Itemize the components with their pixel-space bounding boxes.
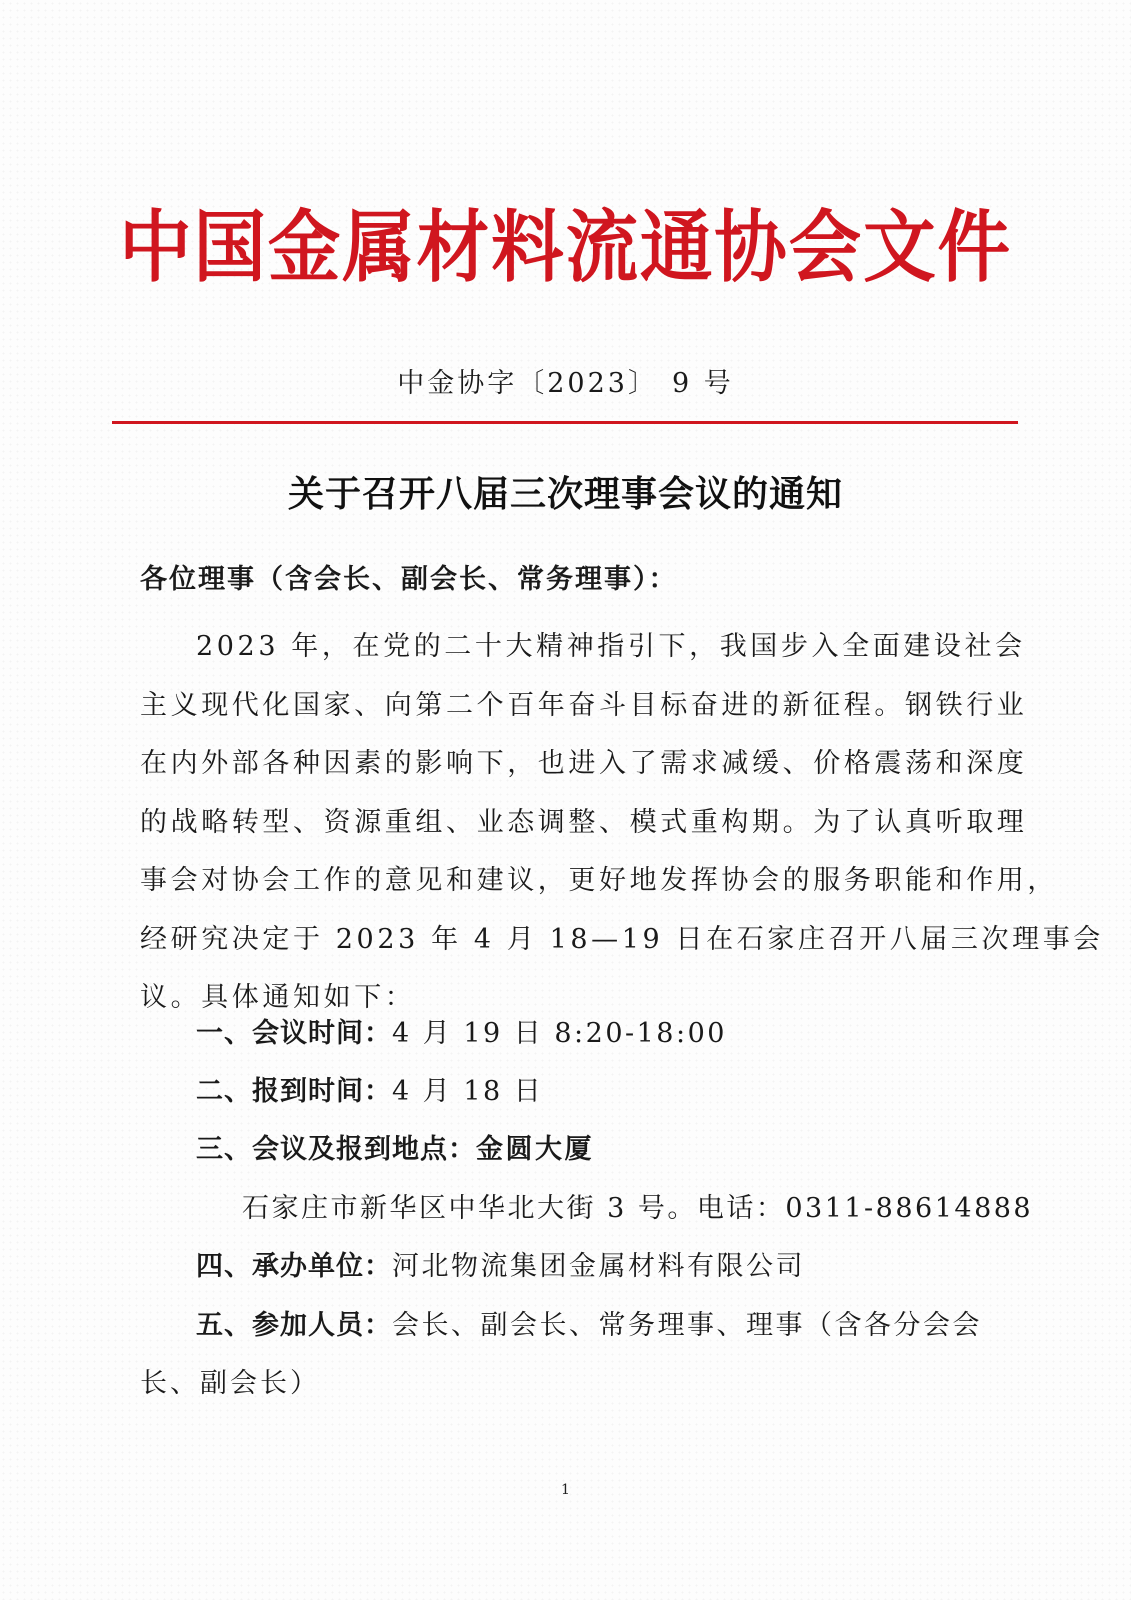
page-number: 1 [561,1482,570,1498]
item-organizer [196,1247,805,1287]
item-value: 4 月 19 日 8:20-18:00 [392,1018,727,1049]
item-label: 四、承办单位： [196,1251,392,1282]
body-line: 议。具体通知如下： [140,982,416,1013]
document-number [0,366,1131,402]
item-registration-time [196,1072,543,1112]
item-attendees [196,1306,982,1346]
item-value: 会长、副会长、常务理事、理事（含各分会会 [392,1310,982,1341]
document-number-prefix: 中金协字〔2023〕 [397,368,658,399]
item-attendees-continuation: 长、副会长） [140,1368,320,1399]
body-line: 在内外部各种因素的影响下，也进入了需求减缓、价格震荡和深度 [140,748,1028,779]
item-value: 金圆大厦 [476,1134,594,1165]
item-value: 河北物流集团金属材料有限公司 [392,1251,805,1282]
item-venue [196,1130,594,1170]
salutation: 各位理事（含会长、副会长、常务理事）： [140,564,678,595]
red-divider-rule [112,421,1018,424]
item-meeting-time [196,1014,727,1054]
item-label: 一、会议时间： [196,1018,392,1049]
body-line: 的战略转型、资源重组、业态调整、模式重构期。为了认真听取理 [140,806,1028,838]
notice-title: 关于召开八届三次理事会议的通知 [287,474,843,515]
body-line: 事会对协会工作的意见和建议，更好地发挥协会的服务职能和作用， [140,865,1058,896]
body-line: 2023 年，在党的二十大精神指引下，我国步入全面建设社会 [196,631,1026,662]
item-value: 4 月 18 日 [392,1076,544,1107]
document-number-value: 9 号 [671,368,734,399]
item-label: 二、报到时间： [196,1076,392,1107]
body-line: 主义现代化国家、向第二个百年奋斗目标奋进的新征程。钢铁行业 [140,689,1028,721]
item-label: 三、会议及报到地点： [196,1134,476,1165]
document-masthead: 中国金属材料流通协会文件 [119,203,1012,293]
venue-address: 石家庄市新华区中华北大街 3 号。电话：0311-88614888 [242,1193,1034,1224]
body-paragraph [140,618,1104,1028]
body-line: 经研究决定于 2023 年 4 月 18—19 日在石家庄召开八届三次理事会 [140,923,1104,955]
item-label: 五、参加人员： [196,1310,392,1341]
